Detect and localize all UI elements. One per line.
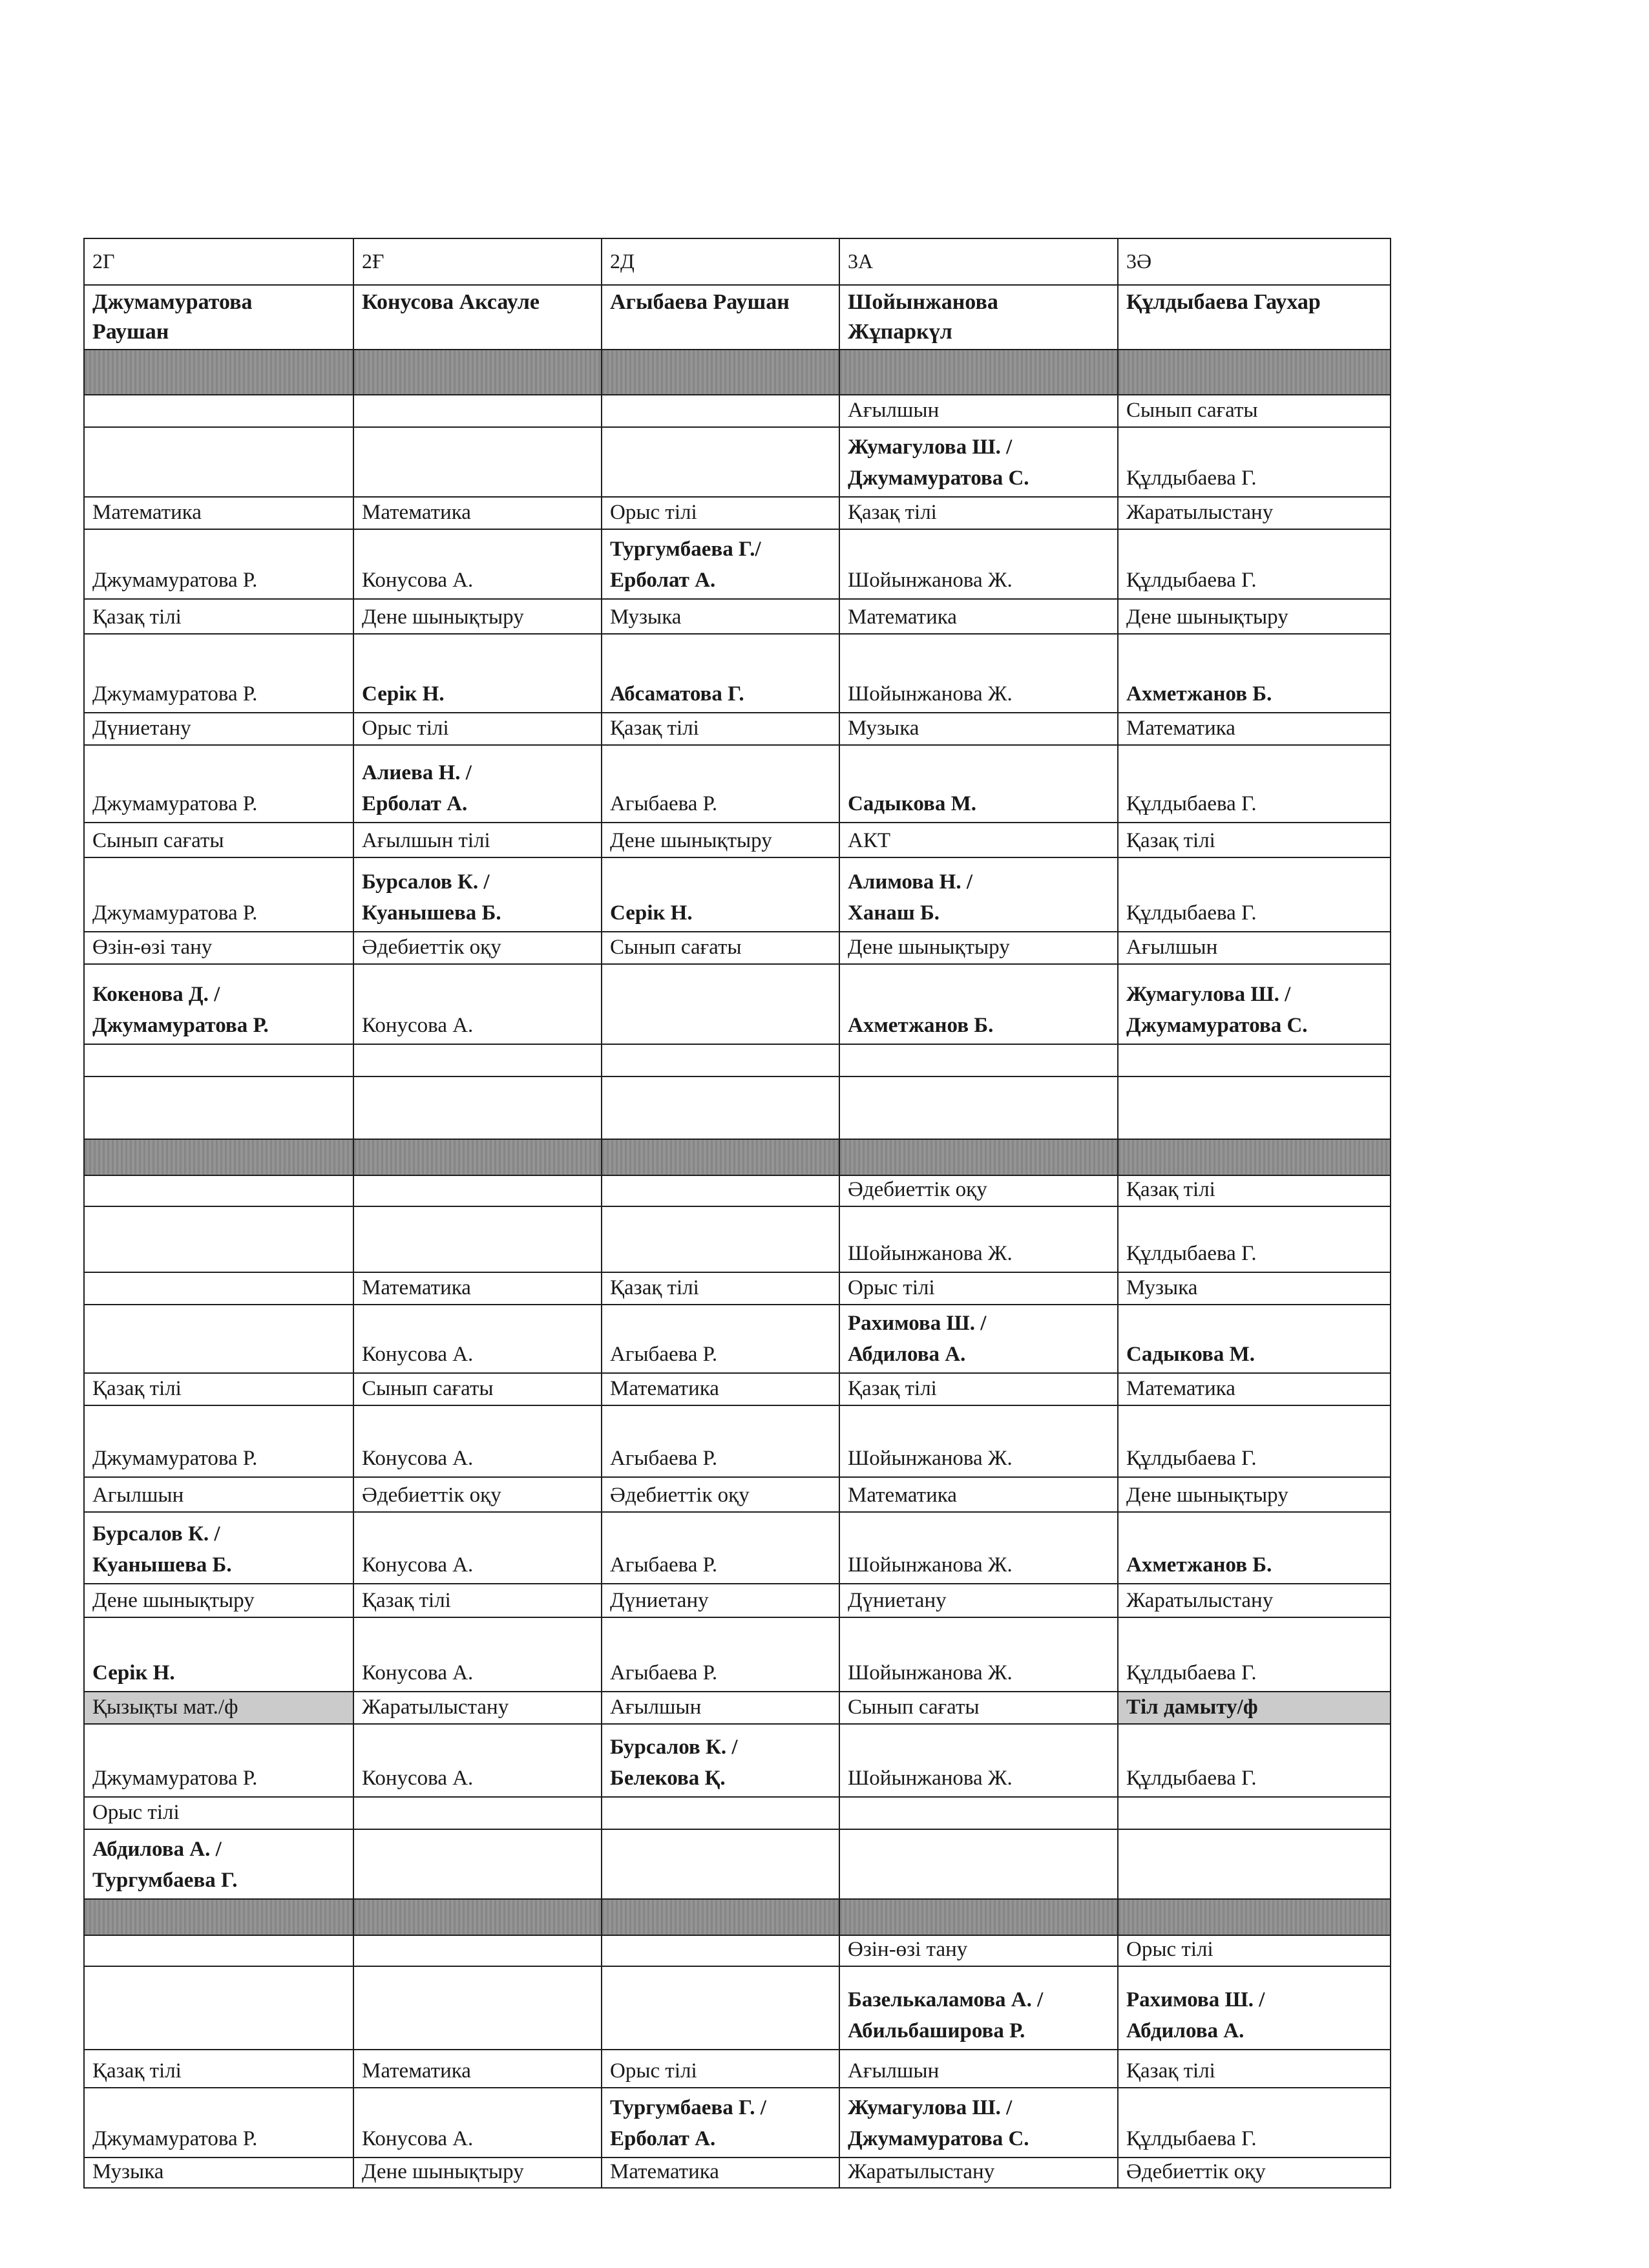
teacher-cell: Шойынжанова Ж. [839, 529, 1118, 599]
teacher-cell [1118, 1829, 1391, 1899]
subject-cell [602, 1175, 839, 1206]
teacher-cell: Джумамуратова Р. [84, 745, 353, 823]
subject-row [84, 713, 1391, 745]
teacher-cell: Тургумбаева Г./ Ерболат А. [602, 529, 839, 599]
teacher-cell: Джумамуратова Р. [84, 2088, 353, 2158]
teacher-cell: Бурсалов К. / Белекова Қ. [602, 1724, 839, 1797]
subject-cell: Жаратылыстану [1118, 1584, 1391, 1617]
subject-cell: Дене шынықтыру [839, 932, 1118, 964]
teacher-cell: Конусова А. [353, 1405, 602, 1477]
teacher-cell: Агыбаева Р. [602, 1617, 839, 1692]
teacher-cell [353, 1206, 602, 1272]
teacher-cell: Агыбаева Р. [602, 1512, 839, 1584]
subject-cell: Математика [602, 2158, 839, 2189]
subject-cell: Қазақ тілі [602, 1272, 839, 1305]
subject-row [84, 1584, 1391, 1617]
empty-cell [602, 1044, 839, 1076]
subject-cell-highlighted: Қызықты мат./ф [84, 1692, 353, 1724]
teacher-cell: Рахимова Ш. / Абдилова А. [839, 1305, 1118, 1373]
separator-cell [839, 350, 1118, 395]
subject-cell: Музыка [839, 713, 1118, 745]
subject-cell: Әдебиеттік оқу [353, 1477, 602, 1512]
teacher-cell: Рахимова Ш. / Абдилова А. [1118, 1966, 1391, 2050]
teacher-row [84, 857, 1391, 932]
teacher-row [84, 1305, 1391, 1373]
subject-cell: Дүниетану [839, 1584, 1118, 1617]
teacher-cell [84, 427, 353, 497]
teacher-cell: Джумамуратова Р. [84, 1405, 353, 1477]
teacher-cell [84, 1305, 353, 1373]
teacher-cell: Садыкова М. [1118, 1305, 1391, 1373]
separator-cell [839, 1899, 1118, 1935]
subject-row [84, 2158, 1391, 2189]
subject-cell [84, 395, 353, 427]
subject-row [84, 1175, 1391, 1206]
empty-cell [84, 1044, 353, 1076]
subject-cell: Математика [353, 1272, 602, 1305]
subject-row [84, 823, 1391, 857]
subject-cell: Қазақ тілі [84, 599, 353, 634]
teacher-cell [602, 427, 839, 497]
separator-cell [84, 1899, 353, 1935]
teacher-cell: Жумагулова Ш. / Джумамуратова С. [839, 427, 1118, 497]
class-label: 2Г [84, 238, 353, 285]
teacher-cell: Құлдыбаева Г. [1118, 1724, 1391, 1797]
subject-cell [353, 1797, 602, 1829]
teacher-cell: Агыбаева Р. [602, 1405, 839, 1477]
teacher-cell: Ахметжанов Б. [1118, 634, 1391, 713]
subject-cell: Қазақ тілі [1118, 823, 1391, 857]
teacher-row [84, 745, 1391, 823]
empty-cell [353, 1044, 602, 1076]
teacher-row [84, 1405, 1391, 1477]
teacher-row [84, 1829, 1391, 1899]
teacher-cell: Джумамуратова Р. [84, 1724, 353, 1797]
teacher-cell: Конусова А. [353, 1724, 602, 1797]
teacher-cell: Шойынжанова Ж. [839, 1617, 1118, 1692]
subject-cell: Орыс тілі [839, 1272, 1118, 1305]
teacher-cell: Құлдыбаева Г. [1118, 529, 1391, 599]
separator-cell [1118, 1899, 1391, 1935]
teacher-cell: Конусова А. [353, 529, 602, 599]
empty-cell [602, 1076, 839, 1139]
teacher-cell [84, 1966, 353, 2050]
subject-cell [602, 1935, 839, 1966]
subject-cell: Сынып сағаты [84, 823, 353, 857]
teacher-cell: Алиева Н. / Ерболат А. [353, 745, 602, 823]
subject-cell: Жаратылыстану [839, 2158, 1118, 2189]
teacher-cell: Агыбаева Р. [602, 1305, 839, 1373]
subject-cell: Математика [353, 497, 602, 529]
subject-cell: Дене шынықтыру [602, 823, 839, 857]
teacher-cell: Конусова А. [353, 964, 602, 1044]
subject-cell: Ағылшын [839, 395, 1118, 427]
teacher-cell [353, 1829, 602, 1899]
teacher-row [84, 2088, 1391, 2158]
teacher-cell: Жумагулова Ш. / Джумамуратова С. [1118, 964, 1391, 1044]
teacher-cell [602, 1206, 839, 1272]
subject-cell: Сынып сағаты [602, 932, 839, 964]
subject-cell: Дене шынықтыру [353, 2158, 602, 2189]
teacher-cell: Серік Н. [602, 857, 839, 932]
empty-cell [84, 1076, 353, 1139]
teacher-cell: Джумамуратова Р. [84, 634, 353, 713]
teacher-row [84, 964, 1391, 1044]
teacher-row [84, 634, 1391, 713]
subject-cell: Сынып сағаты [1118, 395, 1391, 427]
subject-cell: Қазақ тілі [84, 2050, 353, 2088]
teacher-cell: Жумагулова Ш. / Джумамуратова С. [839, 2088, 1118, 2158]
subject-cell [1118, 1797, 1391, 1829]
subject-cell: Ағылшын [1118, 932, 1391, 964]
separator-cell [84, 350, 353, 395]
separator-cell [602, 1139, 839, 1175]
subject-cell: Қазақ тілі [602, 713, 839, 745]
teacher-cell: Абсаматова Г. [602, 634, 839, 713]
subject-cell: Орыс тілі [602, 497, 839, 529]
subject-cell: Орыс тілі [602, 2050, 839, 2088]
subject-cell: Дене шынықтыру [1118, 599, 1391, 634]
subject-cell: Дене шынықтыру [353, 599, 602, 634]
subject-cell: Өзін-өзі тану [839, 1935, 1118, 1966]
empty-cell [1118, 1076, 1391, 1139]
teacher-cell: Кокенова Д. / Джумамуратова Р. [84, 964, 353, 1044]
subject-cell: Агылшын [84, 1477, 353, 1512]
subject-cell: Әдебиеттік оқу [839, 1175, 1118, 1206]
subject-cell: Дүниетану [602, 1584, 839, 1617]
teacher-cell: Бурсалов К. / Куанышева Б. [353, 857, 602, 932]
teacher-cell: Ахметжанов Б. [839, 964, 1118, 1044]
subject-row [84, 497, 1391, 529]
subject-cell [602, 395, 839, 427]
teacher-row [84, 1512, 1391, 1584]
subject-cell: Математика [1118, 713, 1391, 745]
class-teacher-name: Конусова Аксауле [353, 285, 602, 350]
subject-cell: Қазақ тілі [839, 497, 1118, 529]
subject-cell: Қазақ тілі [353, 1584, 602, 1617]
subject-cell: Математика [1118, 1373, 1391, 1405]
teacher-cell: Шойынжанова Ж. [839, 1724, 1118, 1797]
subject-cell [353, 1935, 602, 1966]
class-label: 2Д [602, 238, 839, 285]
subject-cell [84, 1272, 353, 1305]
subject-cell [839, 1797, 1118, 1829]
class-teacher-name: Құлдыбаева Гаухар [1118, 285, 1391, 350]
subject-cell: Өзін-өзі тану [84, 932, 353, 964]
separator-cell [84, 1139, 353, 1175]
teacher-cell: Алимова Н. / Ханаш Б. [839, 857, 1118, 932]
teacher-cell: Құлдыбаева Г. [1118, 427, 1391, 497]
subject-row [84, 1373, 1391, 1405]
teacher-cell: Шойынжанова Ж. [839, 1206, 1118, 1272]
subject-cell: Ағылшын тілі [353, 823, 602, 857]
subject-row [84, 1692, 1391, 1724]
class-teacher-name: Агыбаева Раушан [602, 285, 839, 350]
class-header-row [84, 238, 1391, 285]
teacher-row [84, 427, 1391, 497]
separator-cell [602, 1899, 839, 1935]
day-separator-row [84, 350, 1391, 395]
class-label: 2Ғ [353, 238, 602, 285]
subject-cell [353, 395, 602, 427]
subject-cell: Жаратылыстану [1118, 497, 1391, 529]
teacher-cell: Құлдыбаева Г. [1118, 857, 1391, 932]
subject-cell: Қазақ тілі [84, 1373, 353, 1405]
subject-cell: Математика [602, 1373, 839, 1405]
teacher-row [84, 1966, 1391, 2050]
teacher-cell: Құлдыбаева Г. [1118, 1405, 1391, 1477]
subject-cell: Дене шынықтыру [84, 1584, 353, 1617]
teacher-cell: Базелькаламова А. / Абильбаширова Р. [839, 1966, 1118, 2050]
teacher-cell: Садыкова М. [839, 745, 1118, 823]
separator-cell [353, 1899, 602, 1935]
subject-cell: Дене шынықтыру [1118, 1477, 1391, 1512]
teacher-row [84, 529, 1391, 599]
teacher-cell: Құлдыбаева Г. [1118, 2088, 1391, 2158]
subject-cell: Орыс тілі [353, 713, 602, 745]
teacher-row [84, 1617, 1391, 1692]
teacher-cell: Серік Н. [353, 634, 602, 713]
empty-cell [839, 1044, 1118, 1076]
separator-cell [1118, 1139, 1391, 1175]
teacher-cell [839, 1829, 1118, 1899]
subject-cell: Орыс тілі [84, 1797, 353, 1829]
subject-cell: Әдебиеттік оқу [353, 932, 602, 964]
class-teacher-row [84, 285, 1391, 350]
class-label: 3Ә [1118, 238, 1391, 285]
subject-cell [353, 1175, 602, 1206]
subject-row [84, 1477, 1391, 1512]
teacher-cell [602, 1829, 839, 1899]
separator-cell [353, 350, 602, 395]
empty-cell [353, 1076, 602, 1139]
subject-cell: Қазақ тілі [1118, 2050, 1391, 2088]
subject-row [84, 599, 1391, 634]
empty-row [84, 1076, 1391, 1139]
subject-row [84, 1797, 1391, 1829]
teacher-cell: Абдилова А. / Тургумбаева Г. [84, 1829, 353, 1899]
separator-cell [602, 350, 839, 395]
subject-cell: Математика [839, 599, 1118, 634]
teacher-cell [602, 1966, 839, 2050]
empty-cell [1118, 1044, 1391, 1076]
subject-cell [84, 1935, 353, 1966]
teacher-cell [353, 427, 602, 497]
teacher-cell: Агыбаева Р. [602, 745, 839, 823]
day-separator-row [84, 1139, 1391, 1175]
teacher-cell: Бурсалов К. / Куанышева Б. [84, 1512, 353, 1584]
subject-cell-highlighted: Тіл дамыту/ф [1118, 1692, 1391, 1724]
subject-cell: Әдебиеттік оқу [1118, 2158, 1391, 2189]
empty-cell [839, 1076, 1118, 1139]
subject-cell: Математика [839, 1477, 1118, 1512]
teacher-cell: Шойынжанова Ж. [839, 634, 1118, 713]
teacher-cell: Конусова А. [353, 1617, 602, 1692]
subject-cell [602, 1797, 839, 1829]
subject-cell: Математика [353, 2050, 602, 2088]
teacher-cell: Джумамуратова Р. [84, 529, 353, 599]
subject-cell: Музыка [602, 599, 839, 634]
teacher-cell [84, 1206, 353, 1272]
subject-cell: АКТ [839, 823, 1118, 857]
subject-cell: Музыка [1118, 1272, 1391, 1305]
subject-cell: Ағылшын [602, 1692, 839, 1724]
teacher-cell: Конусова А. [353, 1512, 602, 1584]
class-teacher-name: Джумамуратова Раушан [84, 285, 353, 350]
teacher-cell: Шойынжанова Ж. [839, 1512, 1118, 1584]
subject-cell: Дүниетану [84, 713, 353, 745]
teacher-cell: Құлдыбаева Г. [1118, 1617, 1391, 1692]
separator-cell [353, 1139, 602, 1175]
subject-cell: Сынып сағаты [353, 1373, 602, 1405]
teacher-cell: Құлдыбаева Г. [1118, 1206, 1391, 1272]
teacher-cell: Конусова А. [353, 2088, 602, 2158]
subject-row [84, 395, 1391, 427]
class-label: 3А [839, 238, 1118, 285]
subject-row [84, 1272, 1391, 1305]
subject-row [84, 932, 1391, 964]
timetable [83, 238, 1391, 2189]
teacher-row [84, 1724, 1391, 1797]
subject-cell [84, 1175, 353, 1206]
separator-cell [839, 1139, 1118, 1175]
separator-cell [1118, 350, 1391, 395]
teacher-row [84, 1206, 1391, 1272]
subject-cell: Сынып сағаты [839, 1692, 1118, 1724]
teacher-cell: Ахметжанов Б. [1118, 1512, 1391, 1584]
subject-cell: Қазақ тілі [1118, 1175, 1391, 1206]
subject-row [84, 1935, 1391, 1966]
subject-cell: Ағылшын [839, 2050, 1118, 2088]
subject-row [84, 2050, 1391, 2088]
subject-cell: Әдебиеттік оқу [602, 1477, 839, 1512]
class-teacher-name: Шойынжанова Жұпаркүл [839, 285, 1118, 350]
teacher-cell [353, 1966, 602, 2050]
subject-cell: Музыка [84, 2158, 353, 2189]
subject-cell: Жаратылыстану [353, 1692, 602, 1724]
subject-cell: Математика [84, 497, 353, 529]
subject-cell: Орыс тілі [1118, 1935, 1391, 1966]
empty-row [84, 1044, 1391, 1076]
teacher-cell: Джумамуратова Р. [84, 857, 353, 932]
teacher-cell: Тургумбаева Г. / Ерболат А. [602, 2088, 839, 2158]
teacher-cell: Конусова А. [353, 1305, 602, 1373]
subject-cell: Қазақ тілі [839, 1373, 1118, 1405]
day-separator-row [84, 1899, 1391, 1935]
teacher-cell [602, 964, 839, 1044]
teacher-cell: Құлдыбаева Г. [1118, 745, 1391, 823]
teacher-cell: Серік Н. [84, 1617, 353, 1692]
teacher-cell: Шойынжанова Ж. [839, 1405, 1118, 1477]
